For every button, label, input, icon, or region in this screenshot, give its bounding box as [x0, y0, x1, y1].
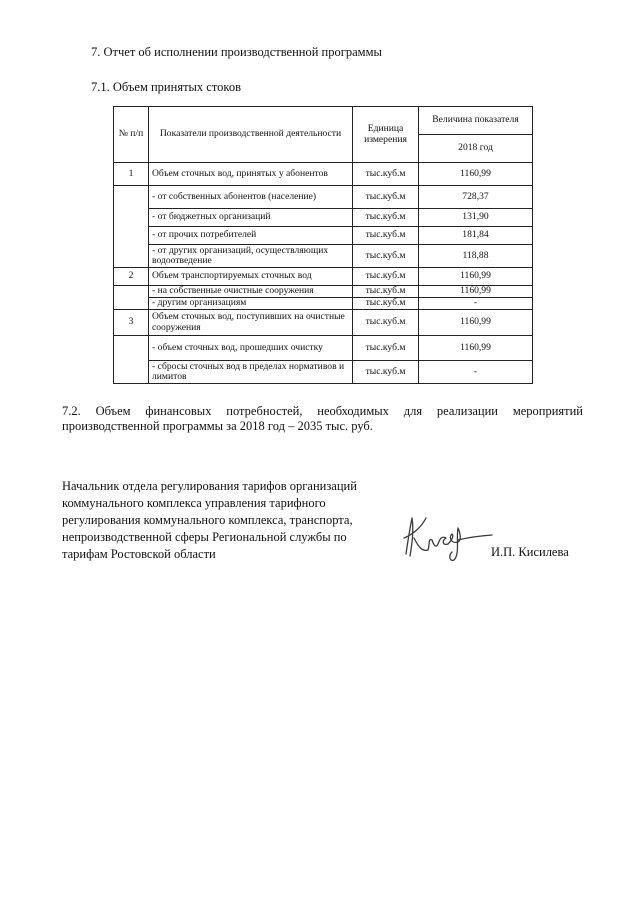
row-unit: тыс.куб.м: [353, 286, 419, 298]
row-indicator: Объем транспортируемых сточных вод: [149, 268, 353, 286]
signatory-line: тарифам Ростовской области: [62, 547, 216, 561]
header-unit: Единица измерения: [353, 107, 419, 163]
row-unit: тыс.куб.м: [353, 336, 419, 361]
signatory-line: Начальник отдела регулирования тарифов организаций: [62, 479, 357, 493]
signatory-name: И.П. Кисилева: [491, 545, 569, 559]
row-indicator: - от бюджетных организаций: [149, 209, 353, 227]
row-unit: тыс.куб.м: [353, 186, 419, 209]
row-indicator: - на собственные очистные сооружения: [149, 286, 353, 298]
signatory-line: коммунального комплекса управления тарифного: [62, 496, 326, 510]
table-row: [114, 209, 533, 227]
row-indicator: - объем сточных вод, прошедших очистку: [149, 336, 353, 361]
table-row: [114, 186, 533, 209]
table-row: [114, 227, 533, 245]
row-unit: тыс.куб.м: [353, 298, 419, 310]
row-value: 118,88: [419, 245, 533, 268]
header-indicator: Показатели производственной деятельности: [149, 107, 353, 163]
financial-needs-paragraph: 7.2. Объем финансовых потребностей, необходимых для реализации мероприятий производственной программы за 2018 год – 2035 тыс. руб.: [62, 404, 583, 433]
table-row: [114, 286, 533, 298]
row-num: 3: [114, 310, 149, 336]
row-num: [114, 186, 149, 268]
row-num: [114, 286, 149, 310]
row-indicator: - другим организациям: [149, 298, 353, 310]
row-unit: тыс.куб.м: [353, 209, 419, 227]
signatory-line: непроизводственной сферы Региональной службы по: [62, 530, 347, 544]
row-unit: тыс.куб.м: [353, 310, 419, 336]
row-indicator: - от других организаций, осуществляющих водоотведение: [149, 245, 353, 268]
row-num: 1: [114, 163, 149, 186]
row-value: 1160,99: [419, 268, 533, 286]
row-unit: тыс.куб.м: [353, 361, 419, 384]
row-unit: тыс.куб.м: [353, 163, 419, 186]
row-num: 2: [114, 268, 149, 286]
row-unit: тыс.куб.м: [353, 268, 419, 286]
table-row: [114, 298, 533, 310]
row-value: -: [419, 298, 533, 310]
table-row: [114, 163, 533, 186]
row-unit: тыс.куб.м: [353, 245, 419, 268]
row-value: 131,90: [419, 209, 533, 227]
row-value: -: [419, 361, 533, 384]
signatory-line: регулирования коммунального комплекса, транспорта,: [62, 513, 353, 527]
table-row: [114, 336, 533, 361]
row-value: 1160,99: [419, 310, 533, 336]
row-indicator: - от прочих потребителей: [149, 227, 353, 245]
row-indicator: - сбросы сточных вод в пределах нормативов и лимитов: [149, 361, 353, 384]
header-num: № п/п: [114, 107, 149, 163]
table-row: [114, 310, 533, 336]
row-indicator: - от собственных абонентов (население): [149, 186, 353, 209]
table-row: [114, 245, 533, 268]
indicators-table: [113, 106, 533, 384]
row-value: 1160,99: [419, 163, 533, 186]
row-indicator: Объем сточных вод, поступивших на очистные сооружения: [149, 310, 353, 336]
table-body: [114, 163, 533, 384]
table-header: [114, 107, 533, 163]
row-value: 181,84: [419, 227, 533, 245]
signatory-position: [62, 478, 382, 563]
row-value: 1160,99: [419, 336, 533, 361]
section-subheading: 7.1. Объем принятых стоков: [91, 80, 241, 94]
header-value-group: Величина показателя: [419, 107, 533, 135]
row-indicator: Объем сточных вод, принятых у абонентов: [149, 163, 353, 186]
row-value: 728,37: [419, 186, 533, 209]
section-heading: 7. Отчет об исполнении производственной программы: [91, 45, 382, 59]
table-row: [114, 361, 533, 384]
row-num: [114, 336, 149, 384]
header-year: 2018 год: [419, 135, 533, 163]
row-value: 1160,99: [419, 286, 533, 298]
handwritten-signature: [400, 510, 496, 566]
row-unit: тыс.куб.м: [353, 227, 419, 245]
table-row: [114, 268, 533, 286]
